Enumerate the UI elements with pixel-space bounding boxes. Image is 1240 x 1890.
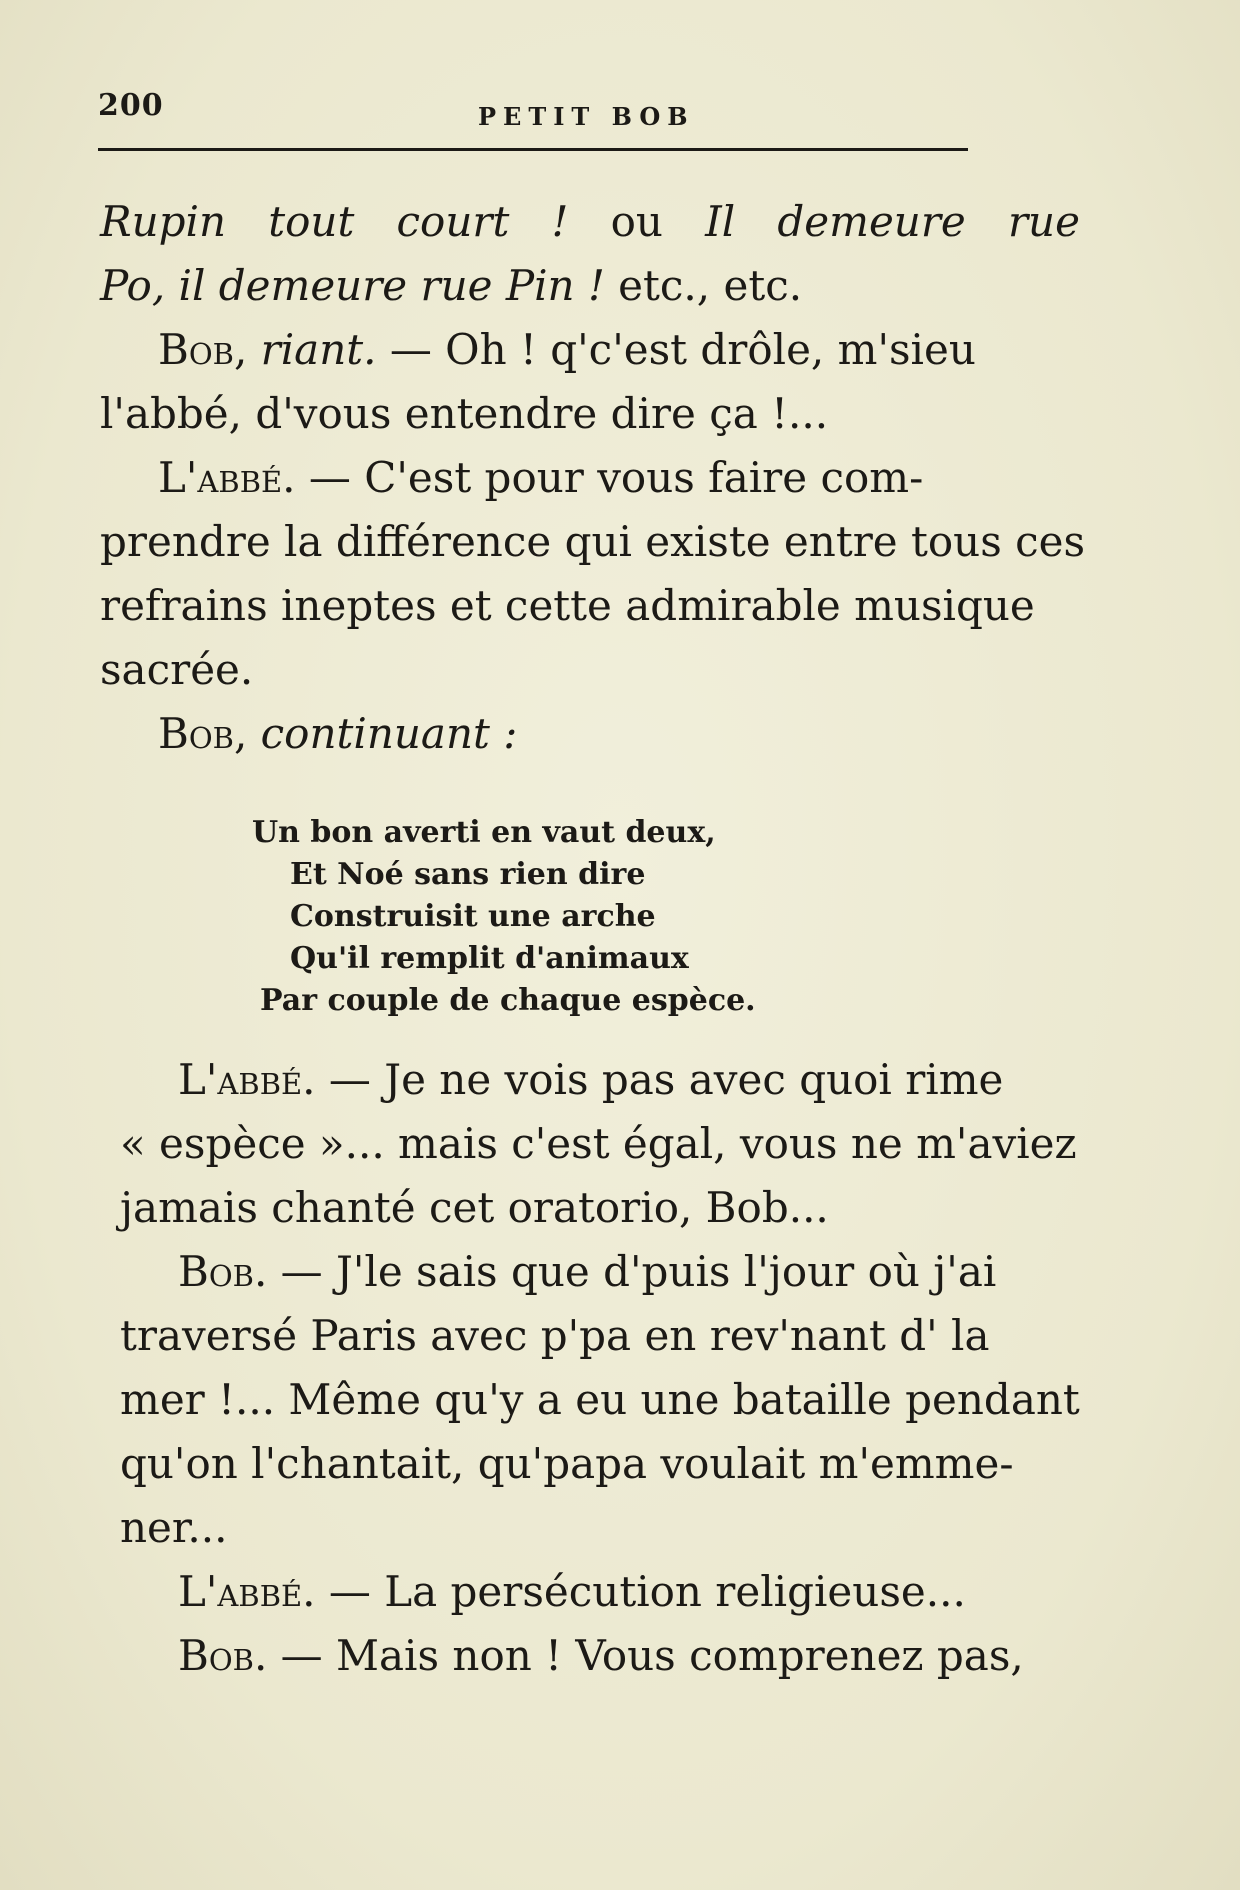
- speaker-name: Bob: [158, 709, 234, 758]
- speaker-name: L'abbé.: [178, 1567, 316, 1616]
- dialogue-line: Bob, continuant :: [158, 709, 518, 758]
- header-rule: [98, 148, 968, 151]
- text-line: [100, 190, 1080, 254]
- text-line: mer !... Même qu'y a eu une bataille pendant: [120, 1375, 1080, 1424]
- stage-direction: continuant :: [260, 709, 518, 758]
- text-line: ner...: [120, 1503, 228, 1552]
- italic-phrase: Rupin tout court !: [100, 197, 569, 246]
- speaker-name: Bob.: [178, 1631, 268, 1680]
- text-line: traversé Paris avec p'pa en rev'nant d' la: [120, 1311, 990, 1360]
- verse-line: Un bon averti en vaut deux,: [252, 815, 716, 850]
- body-text-bottom: [120, 1048, 1080, 1688]
- italic-phrase: Po, il demeure rue Pin !: [100, 261, 605, 310]
- text-line: jamais chanté cet oratorio, Bob...: [120, 1183, 829, 1232]
- text-line: prendre la différence qui existe entre tous ces: [100, 517, 1086, 566]
- stage-direction: riant.: [260, 325, 377, 374]
- dialogue-text: — Mais non ! Vous comprenez pas,: [267, 1631, 1024, 1680]
- dialogue-text: — Je ne vois pas avec quoi rime: [315, 1055, 1004, 1104]
- page-header: [98, 88, 968, 131]
- body-text-top: [100, 190, 1086, 766]
- text-line: [100, 254, 1080, 318]
- dialogue-line: Bob, riant. — Oh ! q'c'est drôle, m'sieu: [158, 325, 976, 374]
- speaker-name: L'abbé.: [158, 453, 296, 502]
- verse-line: Et Noé sans rien dire: [290, 857, 646, 892]
- text-line: qu'on l'chantait, qu'papa voulait m'emme-: [120, 1439, 1014, 1488]
- dialogue-text: — La persécution religieuse...: [315, 1567, 966, 1616]
- verse-line: Par couple de chaque espèce.: [260, 983, 756, 1018]
- text-line: l'abbé, d'vous entendre dire ça !...: [100, 389, 829, 438]
- speaker-name: Bob.: [178, 1247, 268, 1296]
- speaker-name: L'abbé.: [178, 1055, 316, 1104]
- dialogue-line: [120, 1048, 1080, 1112]
- text-fragment: etc., etc.: [604, 261, 803, 310]
- page-number: 200: [98, 88, 164, 123]
- dialogue-text: — Oh ! q'c'est drôle, m'sieu: [376, 325, 976, 374]
- text-line: sacrée.: [100, 645, 254, 694]
- text-fragment: ou: [568, 197, 706, 246]
- dialogue-text: — C'est pour vous faire com-: [295, 453, 924, 502]
- dialogue-line: [120, 1240, 1080, 1304]
- dialogue-line: [120, 1624, 1080, 1688]
- speaker-name: Bob: [158, 325, 234, 374]
- verse-line: Construisit une arche: [290, 899, 656, 934]
- italic-phrase: Il demeure rue: [705, 197, 1080, 246]
- dialogue-text: — J'le sais que d'puis l'jour où j'ai: [267, 1247, 997, 1296]
- text-line: refrains ineptes et cette admirable musique: [100, 581, 1035, 630]
- song-verse: [252, 812, 756, 1022]
- dialogue-line: [120, 1560, 1080, 1624]
- running-title: PETIT BOB: [478, 102, 695, 131]
- dialogue-line: [100, 446, 1080, 510]
- text-line: « espèce »... mais c'est égal, vous ne m'aviez: [120, 1119, 1077, 1168]
- verse-line: Qu'il remplit d'animaux: [290, 941, 689, 976]
